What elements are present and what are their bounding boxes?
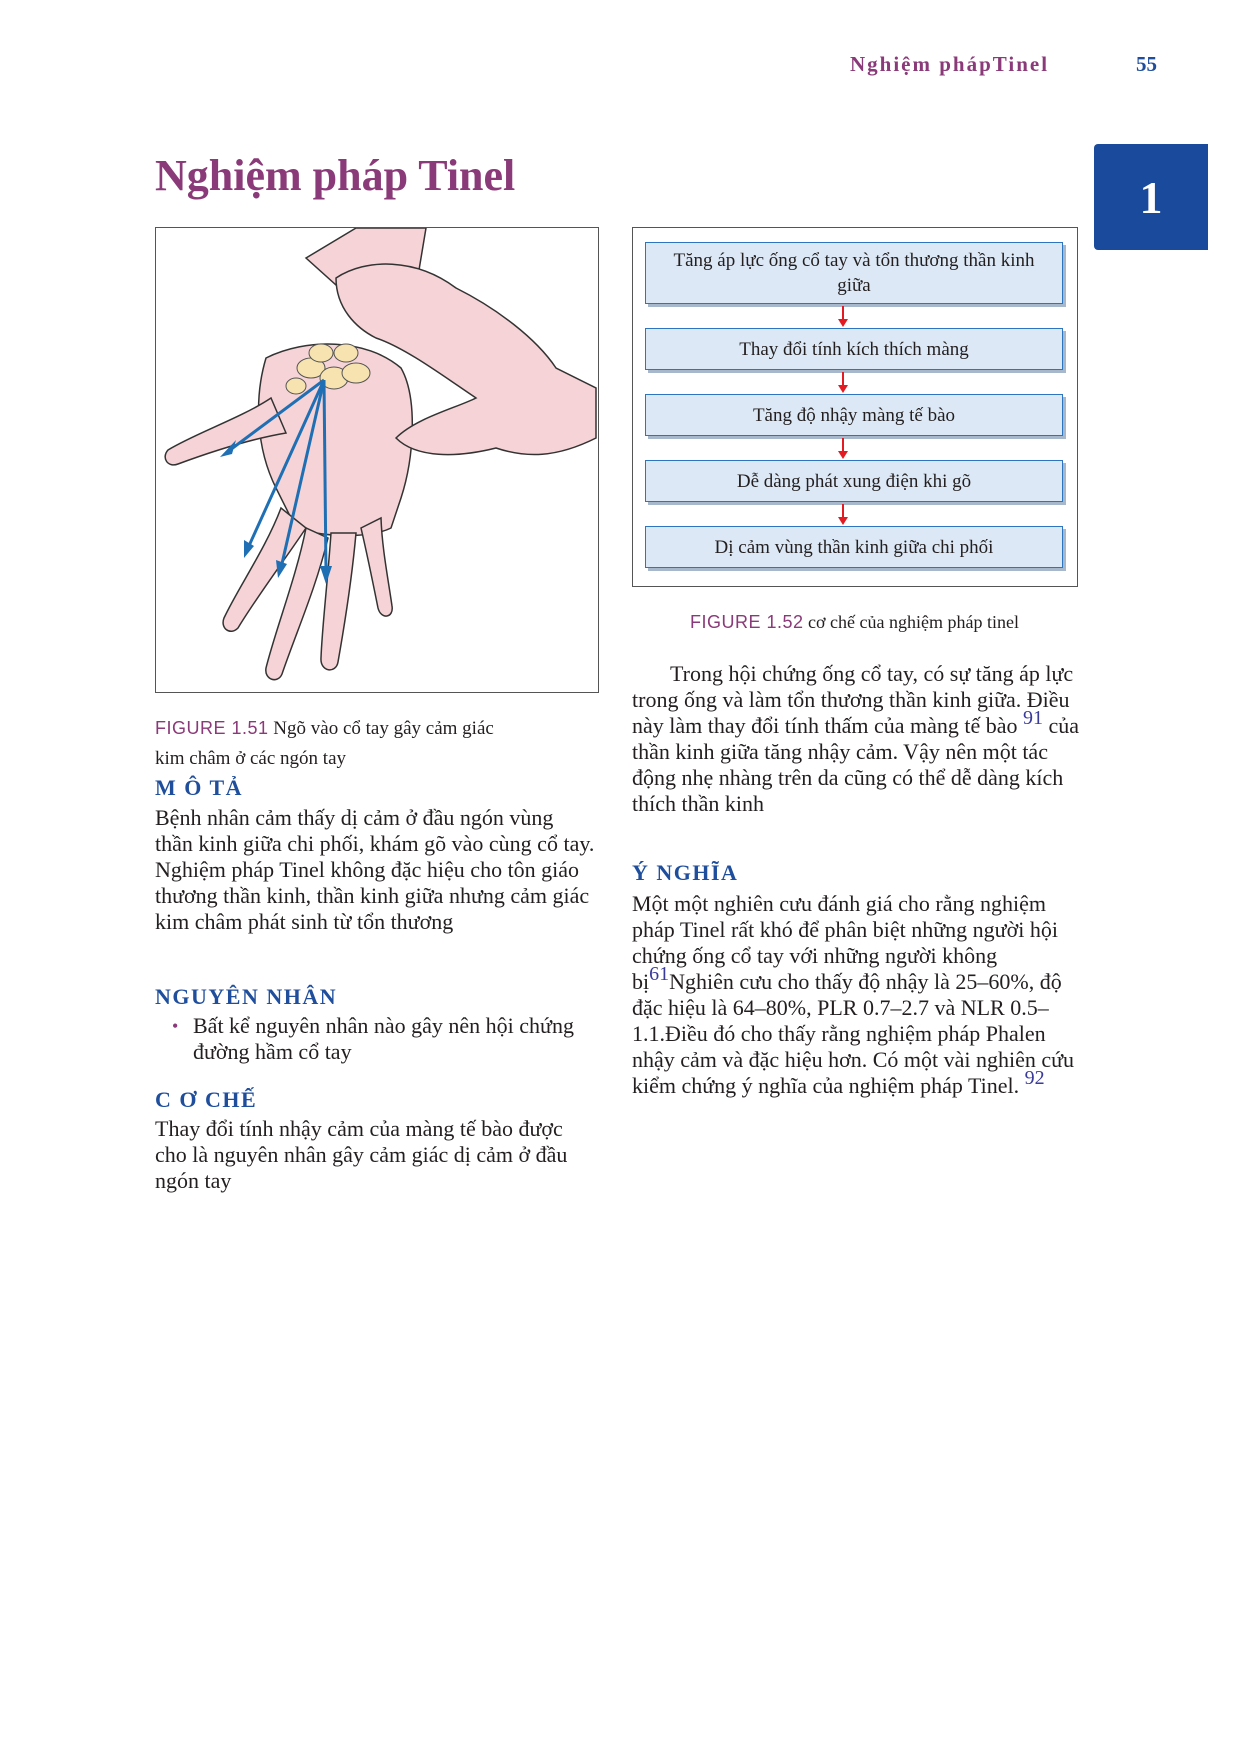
body-y-nghia — [632, 891, 1080, 1099]
list-item — [155, 1013, 595, 1065]
chapter-tab: 1 — [1094, 144, 1208, 250]
citation-ref: 61 — [649, 963, 670, 985]
nerve-arrow — [324, 380, 326, 573]
y-nghia-text-2: Nghiên cưu cho thấy độ nhậy là 25–60%, độ đặc hiệu là 64–80%, PLR 0.7–2.7 và NLR 0.5–1.1.Điều đó cho thấy rằng nghiệm pháp Phalen nhậy cảm và đặc hiệu hơn. Có một vài nghiên cứu kiểm chứng ý nghĩa của nghiệm pháp Tinel. — [632, 969, 1075, 1098]
little-finger — [361, 518, 392, 616]
body-co-che: Thay đổi tính nhậy cảm của màng tế bào được cho là nguyên nhân gây cảm giác dị cảm ở đầu ngón tay — [155, 1116, 568, 1193]
figure-flowchart — [632, 227, 1078, 587]
flow-step-3: Tăng độ nhậy màng tế bào — [645, 394, 1063, 436]
figure-52-caption — [690, 607, 1110, 638]
figure-51-label: FIGURE 1.51 — [155, 718, 269, 738]
flow-arrow — [633, 436, 1079, 460]
running-title: Nghiệm phápTinel — [850, 52, 1050, 76]
flow-step-5: Dị cảm vùng thần kinh giữa chi phối — [645, 526, 1063, 568]
intro-text-1: Trong hội chứng ống cổ tay, có sự tăng áp lực trong ống và làm tổn thương thần kinh giữa. Điều này làm thay đổi tính thấm của màng tế bào — [632, 661, 1074, 738]
cause-list — [155, 1013, 595, 1065]
y-nghia-text-1: Một một nghiên cưu đánh giá cho rằng nghiệm pháp Tinel rất khó để phân biệt những người hội chứng ống cổ tay với những người không bị — [632, 891, 1058, 994]
figure-51-caption-line2: kim châm ở các ngón tay — [155, 748, 347, 769]
figure-51-caption-line1: Ngõ vào cổ tay gây cảm giác — [268, 718, 494, 739]
bullet-icon: • — [172, 1016, 179, 1036]
figure-52-label: FIGURE 1.52 — [690, 612, 804, 632]
heading-nguyen-nhan: NGUYÊN NHÂN — [155, 984, 338, 1009]
heading-co-che: C Ơ CHẾ — [155, 1087, 258, 1112]
intro-paragraph — [632, 661, 1080, 817]
figure-51-caption — [155, 713, 595, 774]
body-intro — [632, 661, 1080, 817]
hand-illustration — [156, 228, 597, 691]
flow-step-1: Tăng áp lực ống cổ tay và tổn thương thần kinh giữa — [645, 242, 1063, 304]
flow-step-2: Thay đổi tính kích thích màng — [645, 328, 1063, 370]
flow-arrow — [633, 304, 1079, 328]
body-mo-ta: Bệnh nhân cảm thấy dị cảm ở đầu ngón vùng thần kinh giữa chi phối, khám gõ vào cùng cổ tay. Nghiệm pháp Tinel không đặc hiệu cho tôn giáo thương thần kinh, thần kinh giữa nhưng cảm giác kim châm phát sinh từ tổn thương — [155, 805, 595, 934]
flow-step-4: Dễ dàng phát xung điện khi gõ — [645, 460, 1063, 502]
figure-hand-illustration — [155, 227, 599, 693]
citation-ref: 91 — [1023, 707, 1044, 729]
flow-arrow — [633, 370, 1079, 394]
list-item-text: Bất kể nguyên nhân nào gây nên hội chứng đường hầm cổ tay — [193, 1013, 574, 1064]
heading-y-nghia: Ý NGHĨA — [632, 860, 739, 885]
citation-ref: 92 — [1024, 1067, 1045, 1089]
heading-mo-ta: M Ô TẢ — [155, 775, 244, 800]
flow-arrow — [633, 502, 1079, 526]
page-number: 55 — [1136, 52, 1157, 76]
intro-text-2: của thần kinh giữa tăng nhậy cảm. Vậy nên một tác động nhẹ nhàng trên da cũng có thể dễ dàng kích thích thần kinh — [632, 713, 1080, 816]
figure-52-caption-text: cơ chế của nghiệm pháp tinel — [803, 612, 1019, 632]
page-title: Nghiệm pháp Tinel — [155, 151, 516, 200]
